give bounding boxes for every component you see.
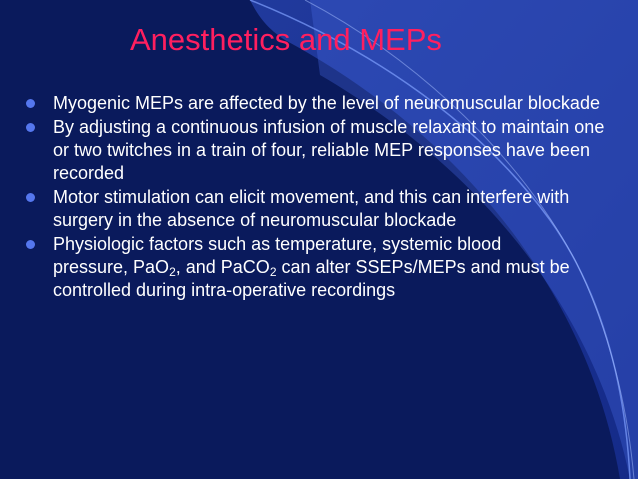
bullet-item: [22, 116, 612, 185]
bullet-text: Motor stimulation can elicit movement, and this can interfere with surgery in the absence of neuromuscular blockade: [53, 187, 570, 230]
bullet-dot-icon: [26, 99, 35, 108]
slide-title: Anesthetics and MEPs: [130, 22, 442, 57]
bullet-text: By adjusting a continuous infusion of muscle relaxant to maintain one or two twitches in a train of four, reliable MEP responses have been recorded: [53, 117, 605, 183]
bullet-text-part: can alter SSEPs/MEPs and must be controlled during intra-operative recordings: [53, 257, 570, 300]
subscript: 2: [269, 265, 277, 279]
bullet-dot-icon: [26, 123, 35, 132]
subscript: 2: [169, 265, 176, 279]
bullet-text: Myogenic MEPs are affected by the level of neuromuscular blockade: [53, 93, 600, 113]
bullet-item: [22, 92, 612, 115]
bullet-item: [22, 233, 612, 302]
bullet-dot-icon: [26, 240, 35, 249]
bullet-dot-icon: [26, 193, 35, 202]
bullet-list: [22, 92, 612, 302]
bullet-item: [22, 186, 612, 232]
bullet-text-part: , and PaCO: [175, 257, 270, 277]
bullet-text-part: Physiologic factors such as temperature, systemic blood: [53, 234, 502, 254]
bullet-text-part: pressure, PaO: [53, 257, 170, 277]
bullet-text: [53, 234, 570, 300]
